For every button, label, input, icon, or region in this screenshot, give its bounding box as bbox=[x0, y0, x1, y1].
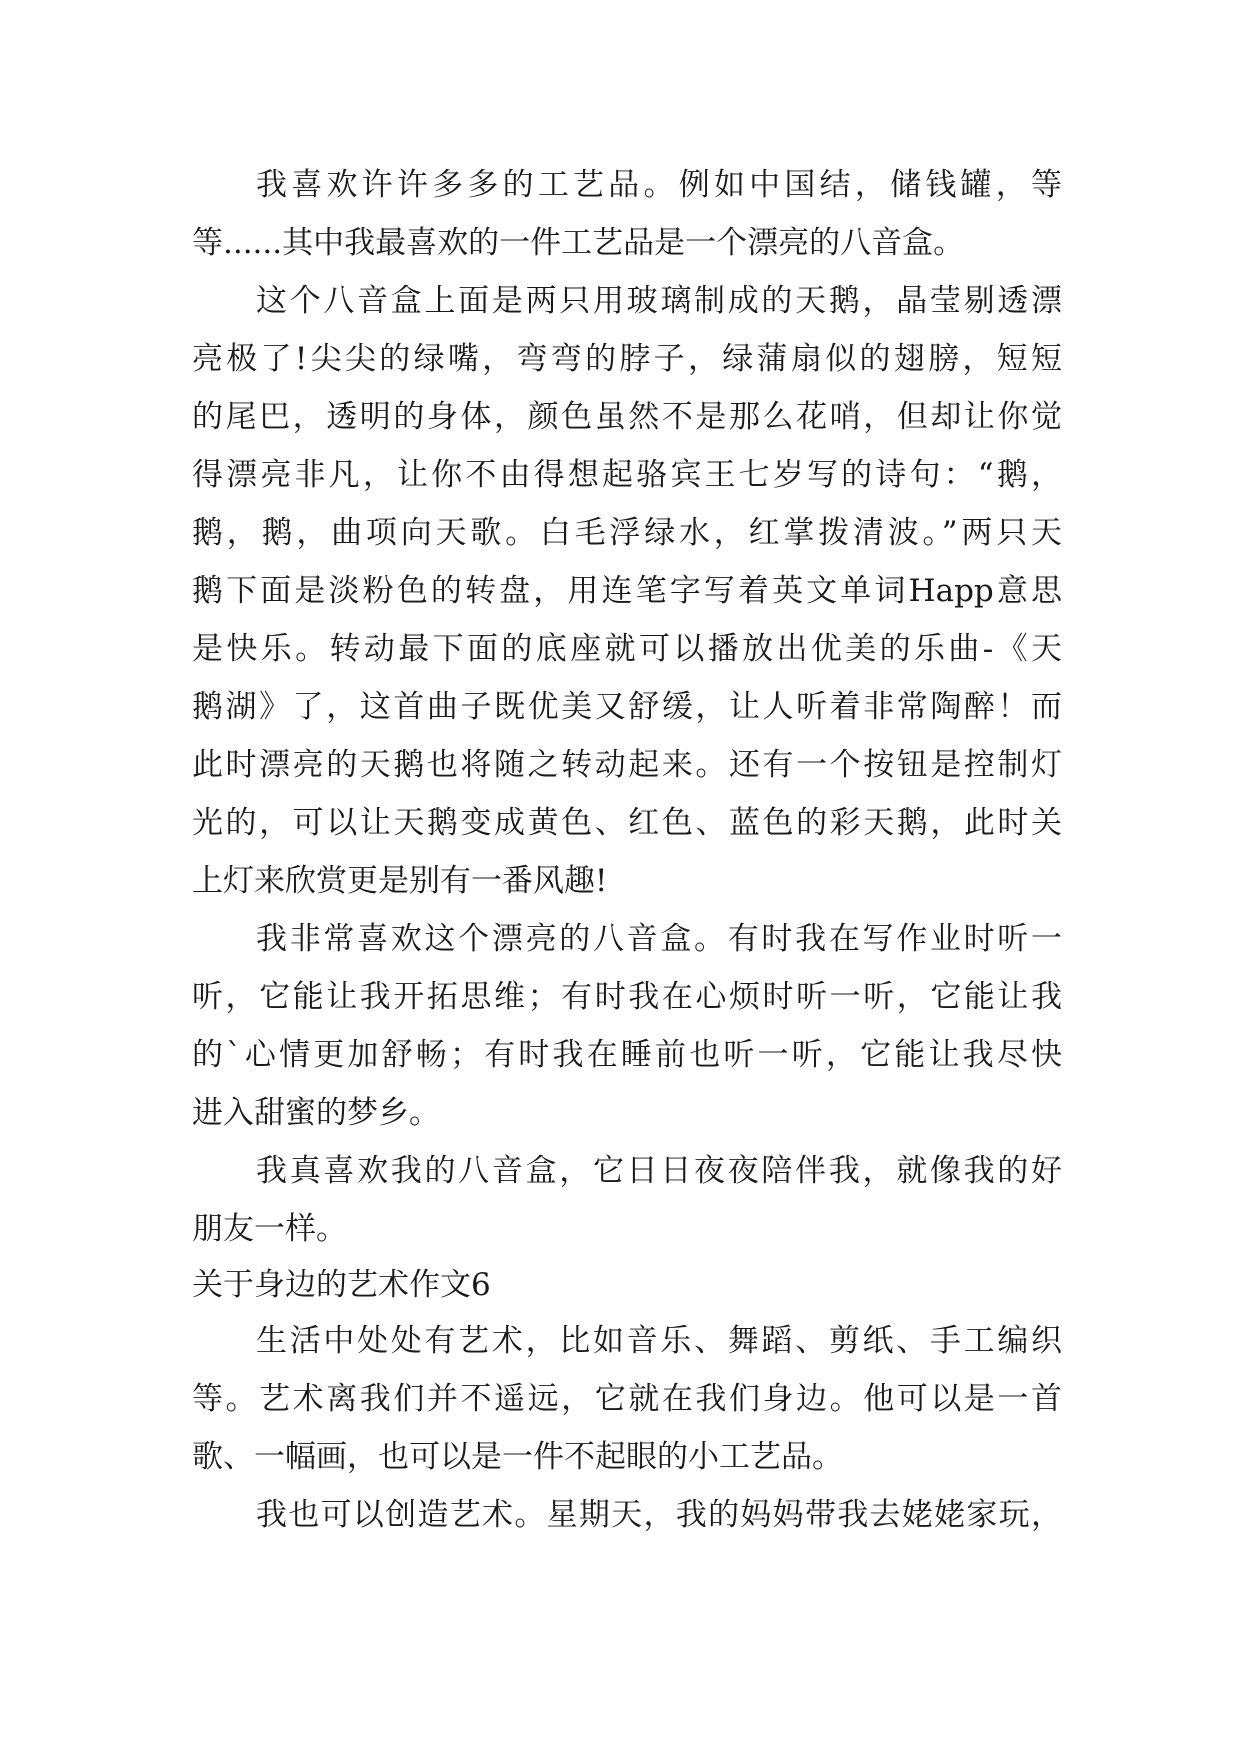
paragraph-line: 此时漂亮的天鹅也将随之转动起来。还有一个按钮是控制灯 bbox=[192, 747, 1062, 783]
paragraph-line: 听，它能让我开拓思维；有时我在心烦时听一听，它能让我 bbox=[192, 979, 1062, 1015]
section-heading: 关于身边的艺术作文6 bbox=[192, 1267, 491, 1303]
paragraph-line: 我喜欢许许多多的工艺品。例如中国结，储钱罐，等 bbox=[256, 167, 1062, 203]
paragraph-line: 鹅下面是淡粉色的转盘，用连笔字写着英文单词Happ意思 bbox=[192, 573, 1062, 609]
paragraph-line: 这个八音盒上面是两只用玻璃制成的天鹅，晶莹剔透漂 bbox=[256, 283, 1062, 319]
paragraph-line: 等。艺术离我们并不遥远，它就在我们身边。他可以是一首 bbox=[192, 1381, 1062, 1417]
paragraph-line: 我非常喜欢这个漂亮的八音盒。有时我在写作业时听一 bbox=[256, 921, 1062, 957]
paragraph-line: 亮极了!尖尖的绿嘴，弯弯的脖子，绿蒲扇似的翅膀，短短 bbox=[192, 341, 1062, 377]
paragraph-line: 是快乐。转动最下面的底座就可以播放出优美的乐曲-《天 bbox=[192, 631, 1062, 667]
paragraph-line: 的尾巴，透明的身体，颜色虽然不是那么花哨，但却让你觉 bbox=[192, 399, 1062, 435]
paragraph-line: 等......其中我最喜欢的一件工艺品是一个漂亮的八音盒。 bbox=[192, 225, 965, 261]
paragraph-line: 得漂亮非凡，让你不由得想起骆宾王七岁写的诗句：“鹅， bbox=[192, 457, 1062, 493]
paragraph-line: 的`心情更加舒畅；有时我在睡前也听一听，它能让我尽快 bbox=[192, 1037, 1062, 1073]
paragraph-line: 我也可以创造艺术。星期天，我的妈妈带我去姥姥家玩， bbox=[256, 1497, 1062, 1533]
paragraph-line: 歌、一幅画，也可以是一件不起眼的小工艺品。 bbox=[192, 1439, 843, 1475]
paragraph-line: 上灯来欣赏更是别有一番风趣! bbox=[192, 863, 608, 899]
paragraph-line: 鹅湖》了，这首曲子既优美又舒缓，让人听着非常陶醉！而 bbox=[192, 689, 1062, 725]
paragraph-line: 我真喜欢我的八音盒，它日日夜夜陪伴我，就像我的好 bbox=[256, 1153, 1062, 1189]
paragraph-line: 鹅，鹅，曲项向天歌。白毛浮绿水，红掌拨清波。”两只天 bbox=[192, 515, 1062, 551]
paragraph-line: 朋友一样。 bbox=[192, 1211, 347, 1247]
paragraph-line: 生活中处处有艺术，比如音乐、舞蹈、剪纸、手工编织 bbox=[256, 1323, 1062, 1359]
paragraph-line: 光的，可以让天鹅变成黄色、红色、蓝色的彩天鹅，此时关 bbox=[192, 805, 1062, 841]
paragraph-line: 进入甜蜜的梦乡。 bbox=[192, 1095, 440, 1131]
